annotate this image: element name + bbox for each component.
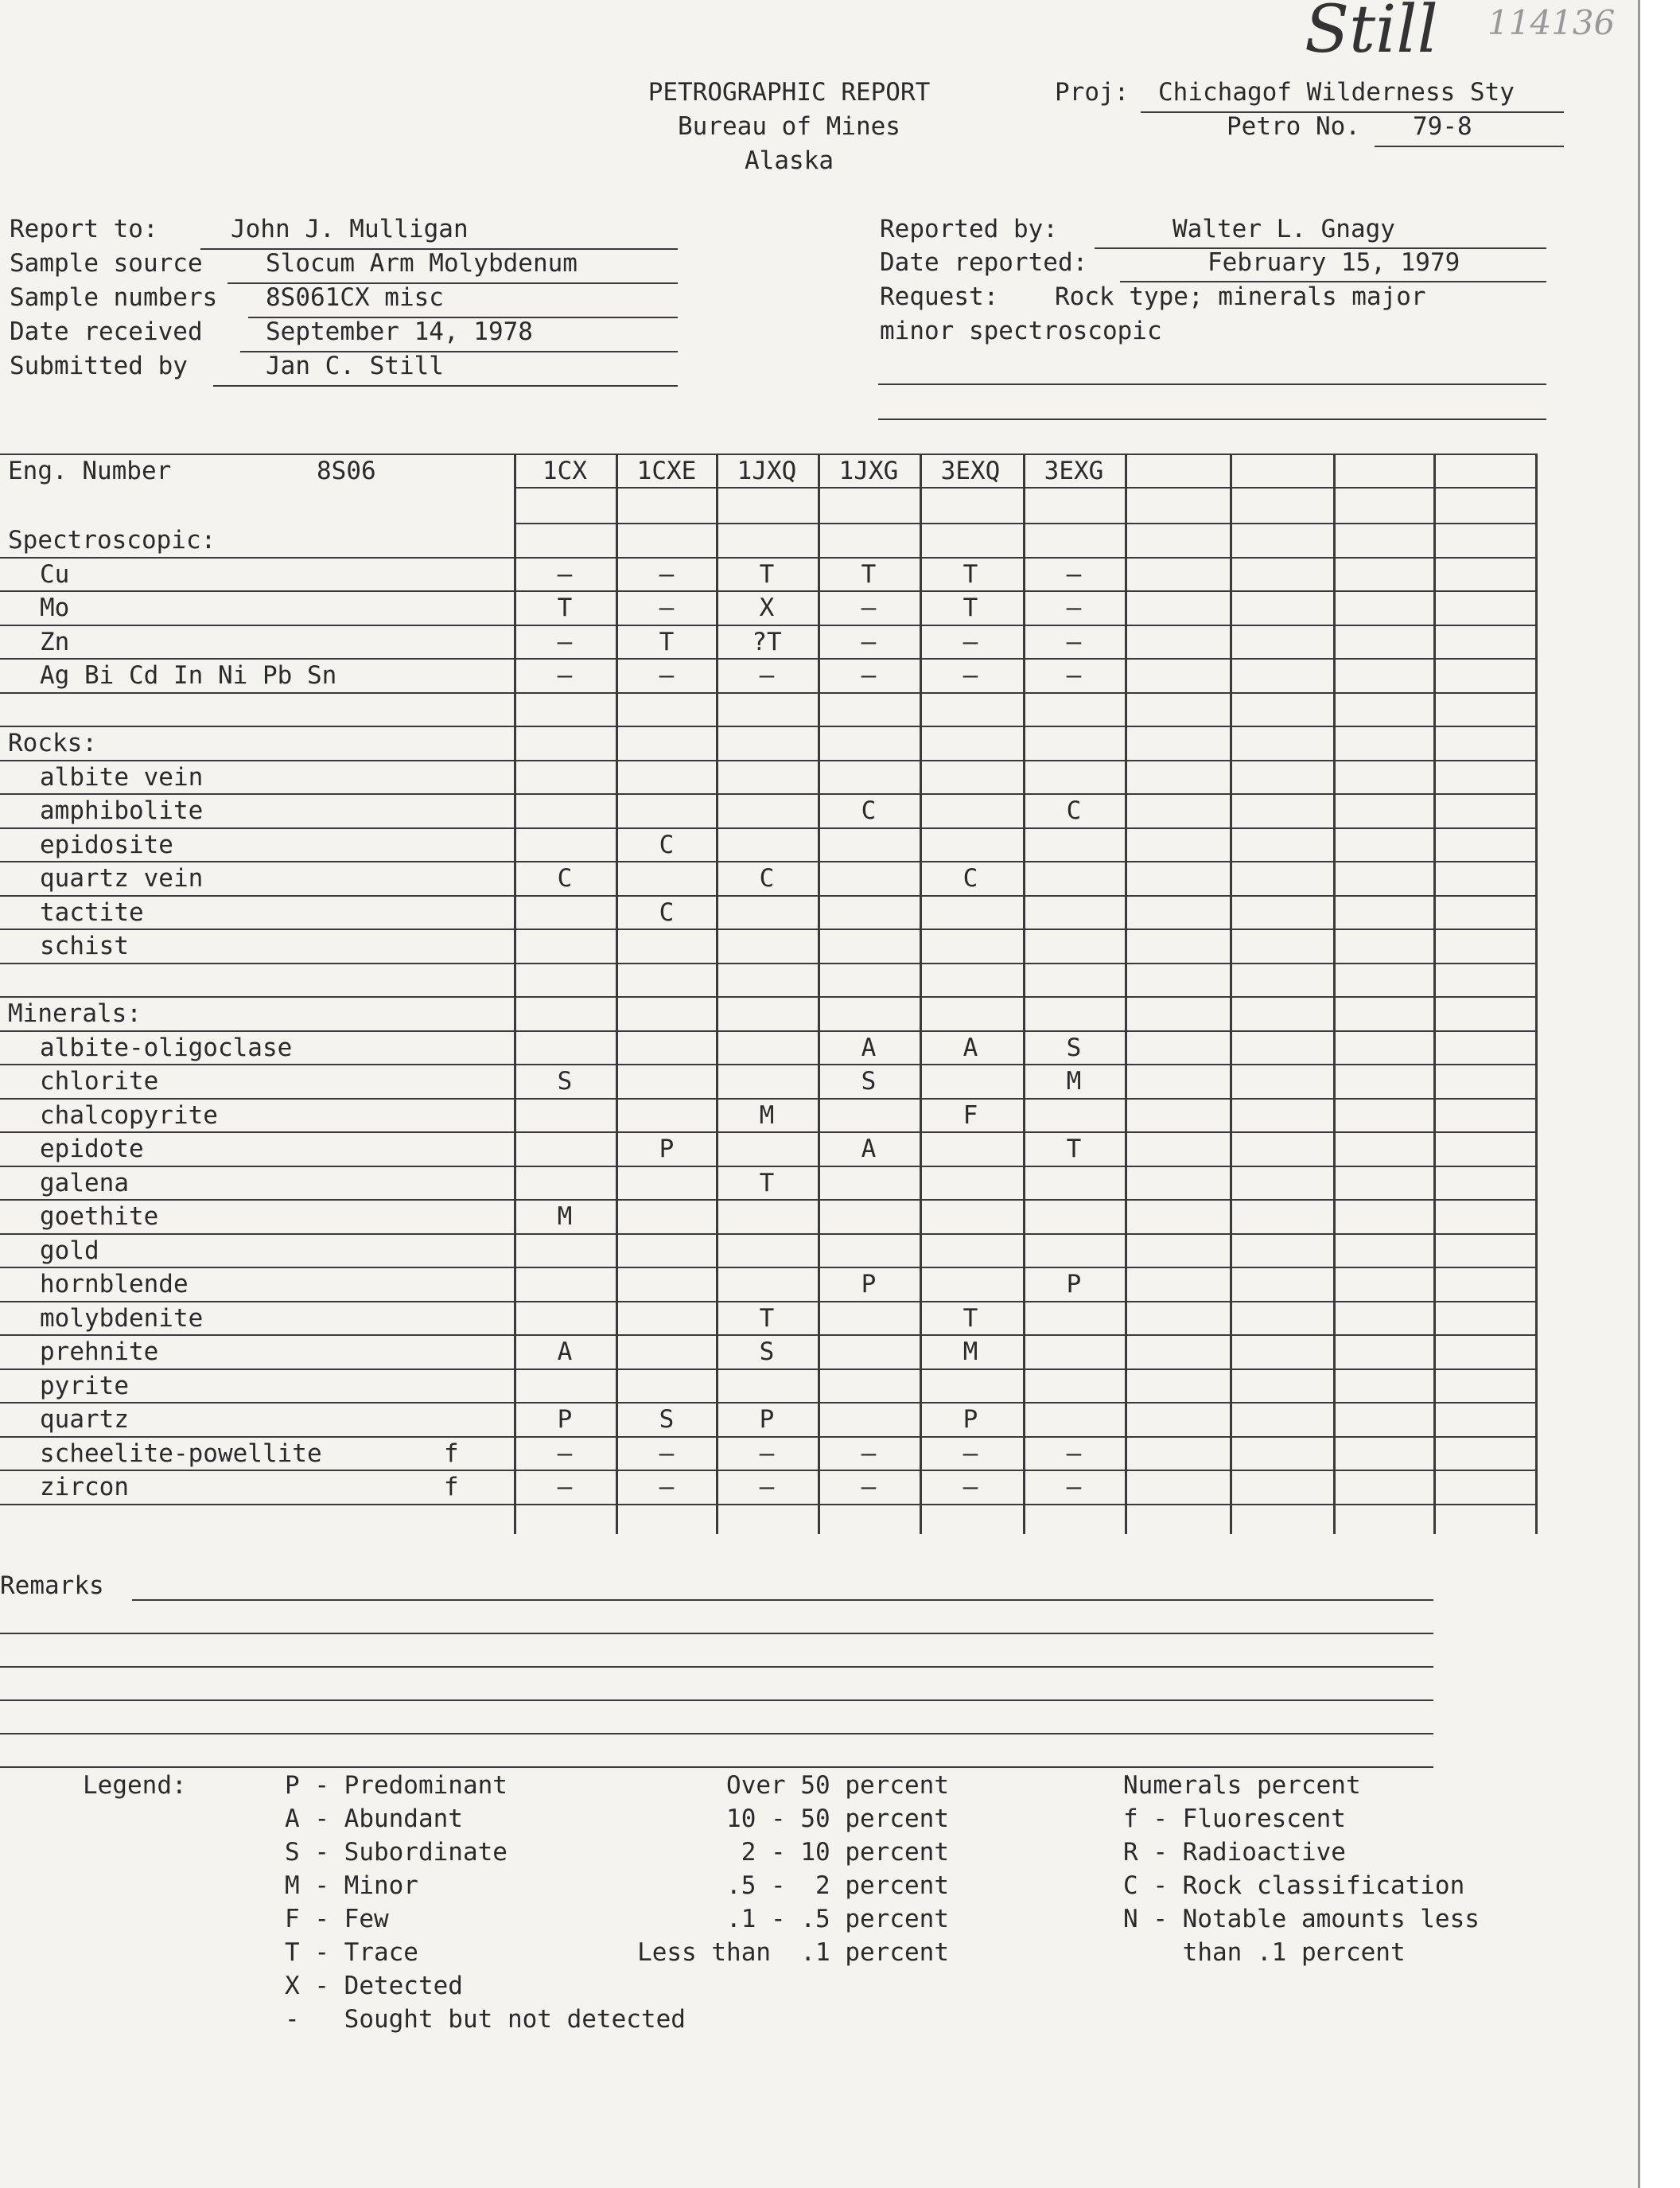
table-cell: – [557, 661, 573, 690]
table-top-rule [0, 454, 1535, 455]
row-rule [0, 557, 1535, 559]
row-rule [0, 1199, 1535, 1201]
table-cell: – [659, 594, 675, 622]
row-rule [0, 1368, 1535, 1370]
legend-note: N - Notable amounts less [1123, 1905, 1480, 1933]
table-cell: – [861, 1473, 877, 1501]
table-cell: T [962, 1303, 978, 1333]
table-cell: – [557, 1439, 573, 1468]
proj-label: Proj: [1055, 78, 1130, 107]
column-divider [920, 454, 922, 1534]
table-cell: ?T [752, 627, 782, 656]
row-label: galena [40, 1168, 129, 1197]
table-cell: C [557, 864, 573, 893]
table-cell: T [1066, 1135, 1082, 1163]
table-cell: C [759, 864, 775, 893]
row-rule [0, 1504, 1535, 1505]
remarks-line [0, 1666, 1433, 1668]
table-cell: – [659, 1439, 675, 1468]
row-rule [0, 1436, 1535, 1438]
legend-note: f - Fluorescent [1123, 1805, 1346, 1833]
row-label: Cu [40, 559, 70, 589]
legend-label: Legend: [83, 1771, 187, 1800]
row-label: Mo [40, 594, 70, 622]
row-rule [0, 929, 1535, 930]
legend-range: 2 - 10 percent [726, 1838, 949, 1867]
row-label: prehnite [40, 1337, 159, 1366]
handwritten-number: 114136 [1488, 3, 1616, 42]
table-cell: – [759, 661, 775, 690]
legend-code: F - Few [285, 1905, 389, 1933]
info-underline [213, 385, 678, 387]
row-label: zircon [40, 1473, 129, 1501]
column-divider [1333, 454, 1336, 1534]
row-rule [0, 1098, 1535, 1100]
reported-by-value: Walter L. Gnagy [1172, 215, 1395, 243]
row-rule [0, 590, 1535, 592]
table-cell: T [759, 1303, 775, 1333]
row-rule [0, 625, 1535, 626]
row-label: scheelite-powellite [40, 1439, 322, 1468]
request-line-2: minor spectroscopic [880, 317, 1162, 345]
column-divider [1433, 454, 1436, 1534]
row-label: schist [40, 932, 129, 960]
report-state: Alaska [745, 146, 834, 175]
fluorescent-flag: f [444, 1439, 459, 1468]
legend-note: Numerals percent [1123, 1771, 1361, 1800]
table-cell: X [759, 594, 775, 622]
table-cell: – [1066, 1439, 1082, 1468]
row-rule [0, 1030, 1535, 1032]
row-label: epidosite [40, 830, 173, 859]
date-reported-value: February 15, 1979 [1208, 248, 1460, 277]
info-label: Report to: [10, 215, 158, 243]
remarks-line [132, 1599, 1433, 1601]
table-cell: P [962, 1405, 978, 1434]
table-cell: S [861, 1067, 877, 1096]
row-rule [0, 658, 1535, 660]
row-rule [0, 1402, 1535, 1404]
row-label: Rocks: [8, 729, 97, 757]
table-cell: C [659, 830, 675, 859]
row-rule [0, 1301, 1535, 1302]
table-cell: – [861, 627, 877, 656]
info-label: Submitted by [10, 352, 188, 380]
eng-number-prefix: 8S06 [317, 457, 376, 485]
table-cell: P [1066, 1270, 1082, 1298]
table-cell: – [1066, 661, 1082, 690]
row-rule [0, 1334, 1535, 1336]
table-cell: – [759, 1473, 775, 1501]
column-header: 3EXG [1044, 457, 1104, 485]
table-cell: – [861, 661, 877, 690]
request-underline-1 [878, 383, 1546, 385]
request-line-1: Rock type; minerals major [1055, 282, 1426, 311]
legend-range: .1 - .5 percent [726, 1905, 949, 1933]
column-header: 1JXQ [737, 457, 797, 485]
column-divider [514, 454, 516, 1534]
table-cell: M [962, 1337, 978, 1366]
legend-range: .5 - 2 percent [726, 1871, 949, 1900]
table-cell: – [557, 1473, 573, 1501]
table-cell: M [1066, 1067, 1082, 1096]
column-header: 1JXG [838, 457, 899, 485]
request-label: Request: [880, 282, 999, 311]
table-cell: C [962, 864, 978, 893]
remarks-line [0, 1633, 1433, 1634]
table-cell: T [962, 594, 978, 622]
report-org: Bureau of Mines [678, 112, 900, 141]
column-header: 1CX [542, 457, 587, 485]
legend-code: X - Detected [285, 1972, 463, 2000]
row-rule [0, 963, 1535, 964]
row-rule [0, 1131, 1535, 1133]
table-cell: – [1066, 1473, 1082, 1501]
table-cell: F [962, 1100, 978, 1130]
table-cell: A [861, 1033, 877, 1062]
table-cell: T [557, 594, 573, 622]
table-cell: S [1066, 1033, 1082, 1062]
table-cell: – [759, 1439, 775, 1468]
column-divider [1535, 454, 1538, 1534]
row-rule [0, 760, 1535, 761]
table-cell: P [759, 1405, 775, 1434]
table-cell: – [1066, 594, 1082, 622]
table-cell: – [557, 627, 573, 656]
legend-range: 10 - 50 percent [726, 1805, 949, 1833]
remarks-label: Remarks [0, 1571, 104, 1600]
row-label: Spectroscopic: [8, 526, 216, 555]
table-cell: P [659, 1135, 675, 1163]
eng-number-label: Eng. Number [8, 457, 172, 485]
remarks-line [0, 1699, 1433, 1701]
table-cell: – [659, 661, 675, 690]
petro-label: Petro No. [1227, 112, 1360, 141]
row-label: albite vein [40, 762, 204, 792]
table-cell: – [861, 1439, 877, 1468]
legend-range: Over 50 percent [726, 1771, 949, 1800]
column-divider [818, 454, 820, 1534]
table-cell: T [962, 559, 978, 589]
proj-value: Chichagof Wilderness Sty [1158, 78, 1515, 107]
table-cell: S [557, 1067, 573, 1096]
info-label: Date received [10, 317, 203, 346]
table-cell: T [759, 559, 775, 589]
row-label: goethite [40, 1202, 159, 1231]
row-label: albite-oligoclase [40, 1033, 293, 1062]
fluorescent-flag: f [444, 1473, 459, 1501]
table-cell: – [1066, 627, 1082, 656]
table-cell: C [861, 796, 877, 825]
table-cell: A [557, 1337, 573, 1366]
row-rule [0, 996, 1535, 998]
table-cell: P [861, 1270, 877, 1298]
legend-code: M - Minor [285, 1871, 418, 1900]
row-rule [0, 1470, 1535, 1471]
row-label: molybdenite [40, 1303, 204, 1333]
remarks-line [0, 1733, 1433, 1734]
info-value: Slocum Arm Molybdenum [266, 249, 578, 278]
legend-code: P - Predominant [285, 1771, 508, 1800]
row-rule [0, 1267, 1535, 1268]
column-divider [616, 454, 618, 1534]
table-cell: – [962, 1439, 978, 1468]
table-cell: S [659, 1405, 675, 1434]
table-cell: M [759, 1100, 775, 1130]
info-label: Sample source [10, 249, 203, 278]
table-cell: – [1066, 559, 1082, 589]
column-divider [716, 454, 718, 1534]
petro-value: 79-8 [1413, 112, 1472, 141]
handwritten-signature: Still [1305, 0, 1438, 68]
remarks-line [0, 1766, 1433, 1768]
row-label: quartz vein [40, 864, 204, 893]
table-cell: S [759, 1337, 775, 1366]
report-title: PETROGRAPHIC REPORT [648, 78, 931, 107]
table-cell: – [659, 1473, 675, 1501]
table-cell: T [659, 627, 675, 656]
table-cell: T [861, 559, 877, 589]
table-cell: – [659, 559, 675, 589]
info-value: September 14, 1978 [266, 317, 533, 346]
request-underline-2 [878, 419, 1546, 420]
info-value: John J. Mulligan [231, 215, 469, 243]
row-label: pyrite [40, 1371, 129, 1400]
legend-code: T - Trace [285, 1938, 418, 1967]
table-cell: A [861, 1135, 877, 1163]
column-divider [1023, 454, 1025, 1534]
table-cell: – [962, 1473, 978, 1501]
row-label: chlorite [40, 1067, 159, 1096]
legend-note: than .1 percent [1123, 1938, 1406, 1967]
row-label: tactite [40, 897, 144, 927]
table-cell: A [962, 1033, 978, 1062]
row-rule [0, 895, 1535, 897]
info-value: 8S061CX misc [266, 283, 444, 312]
legend-code: S - Subordinate [285, 1838, 508, 1867]
table-cell: – [861, 594, 877, 622]
table-cell: – [962, 627, 978, 656]
table-cell: P [557, 1405, 573, 1434]
column-divider [1230, 454, 1232, 1534]
info-value: Jan C. Still [266, 352, 444, 380]
petro-underline [1375, 146, 1564, 147]
row-label: quartz [40, 1405, 129, 1434]
legend-note: C - Rock classification [1123, 1871, 1465, 1900]
row-label: gold [40, 1236, 99, 1265]
row-rule [0, 861, 1535, 862]
row-rule [0, 1166, 1535, 1167]
table-cell: M [557, 1202, 573, 1231]
date-reported-label: Date reported: [880, 248, 1088, 277]
reported-by-label: Reported by: [880, 215, 1058, 243]
row-rule [0, 692, 1535, 694]
row-label: hornblende [40, 1270, 189, 1298]
row-label: epidote [40, 1135, 144, 1163]
row-label: Minerals: [8, 999, 142, 1028]
legend-code: - Sought but not detected [285, 2005, 686, 2034]
info-label: Sample numbers [10, 283, 218, 312]
column-divider [1125, 454, 1127, 1534]
row-label: chalcopyrite [40, 1100, 218, 1130]
row-label: amphibolite [40, 796, 204, 825]
table-cell: – [962, 661, 978, 690]
row-rule [0, 726, 1535, 727]
row-rule [0, 1064, 1535, 1065]
table-cell: C [1066, 796, 1082, 825]
row-label: Ag Bi Cd In Ni Pb Sn [40, 661, 337, 690]
row-rule [0, 1233, 1535, 1235]
row-label: Zn [40, 627, 70, 656]
column-header: 3EXQ [940, 457, 1001, 485]
table-cell: – [557, 559, 573, 589]
row-rule [514, 523, 1535, 524]
table-cell: C [659, 897, 675, 927]
legend-code: A - Abundant [285, 1805, 463, 1833]
row-rule [0, 793, 1535, 795]
table-cell: T [759, 1168, 775, 1197]
legend-note: R - Radioactive [1123, 1838, 1346, 1867]
legend-range: Less than .1 percent [637, 1938, 949, 1967]
row-rule [0, 827, 1535, 829]
column-header: 1CXE [636, 457, 697, 485]
